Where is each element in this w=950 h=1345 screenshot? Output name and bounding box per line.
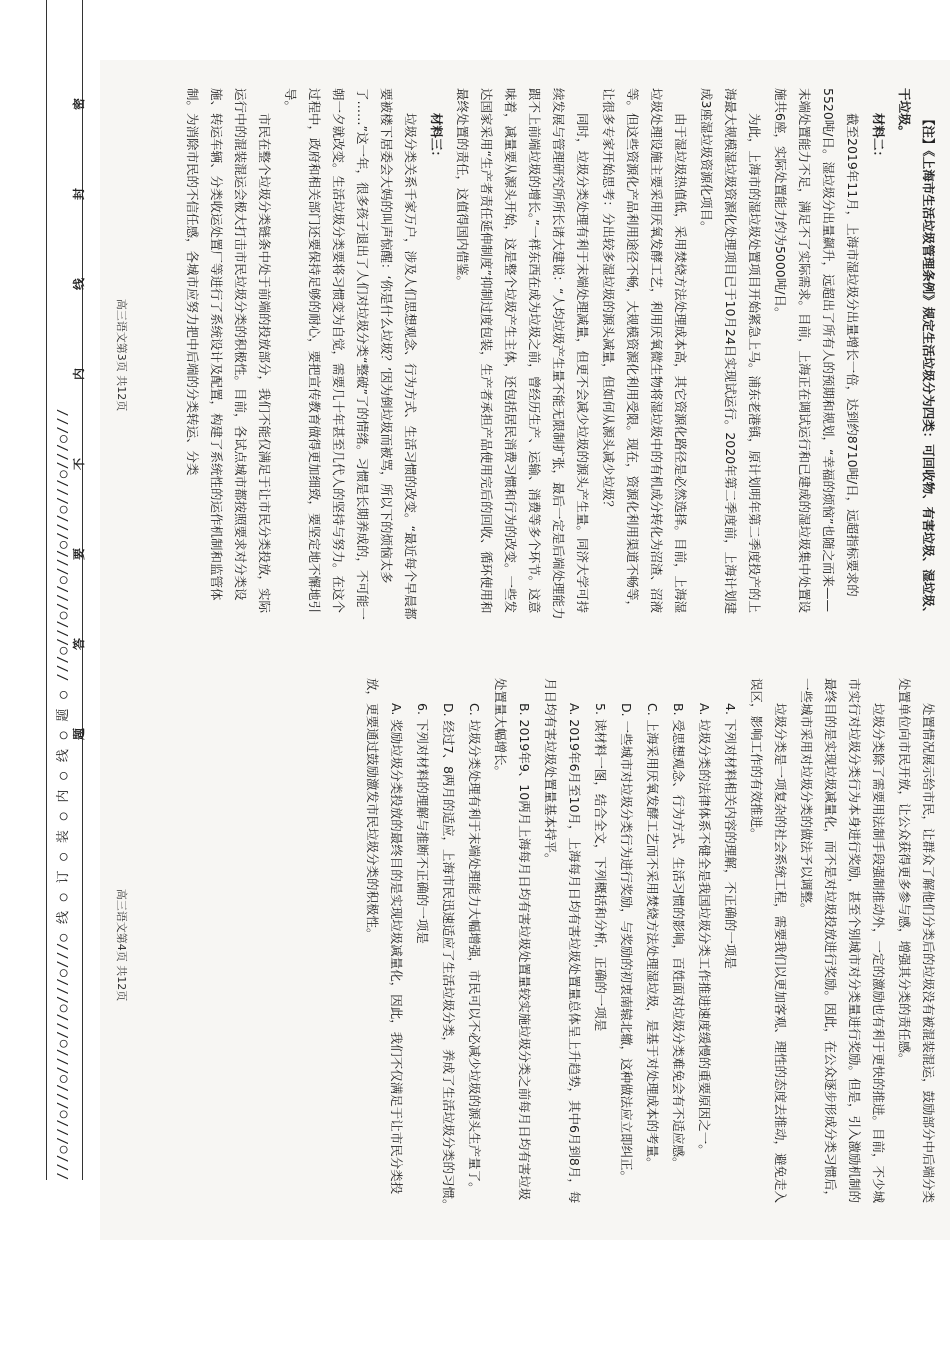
material-3-title: 材料三：: [429, 113, 444, 164]
page-4-column: [358, 678, 940, 1212]
material-3-continued-1: 处置情况展示给市民，让群众了解他们分类后的垃圾没有被混装混运，鼓励部分中后端分类处置单位向市民开放，让公众获得更多参与感，增强其分类的责任感。: [897, 678, 936, 1204]
material-3-paragraph-2: 市民在整个垃圾分类链条中处于前端的投放部分，我们不能仅满足于让市民分类投放，实际运行中的混装混运会极大打击市民垃圾分类的积极性。目前，各试点城市都按照要求对分类设施、转运车辆、分类收运处置厂等进行了系统设计及配置，构建了系统性的运作机制和监管体制。为消除市民的不信任感，各城市应努力把中后端的分类转运、分类: [185, 88, 272, 614]
binding-line-top: [46, 0, 47, 1180]
question-5-stem: 5. 读材料一图，结合全文，下列概括和分析，正确的一项是: [593, 703, 608, 1032]
page-3-footer: 高三语文第3页 共12页: [115, 298, 128, 412]
material-2-paragraph-2: 为此，上海市的湿垃圾处置项目开始紧急上马。浦东老港镇，原计划明年第二季度投产的上海最大规模湿垃圾资源化处理项目已于10月24日实现试运行。2020年第二季度前，上海计划建成3座湿垃圾资源化项目。: [699, 88, 762, 615]
question-4-stem: 4. 下列对材料相关内容的理解，不正确的一项是: [723, 703, 738, 969]
binding-label: 要: [72, 547, 86, 560]
binding-label: 内: [72, 367, 86, 380]
material-2-paragraph-4: 同时，垃圾分类处理有利于末端处理减量，但更不会减少垃圾的源头产生量。同济大学可持续发展与管理研究所所长诸大建说：“人均垃圾产生量不能无限制扩张，最后一定是后端处理能力跟不上前端垃圾的增长。”一样东西在成为垃圾之前，曾经历生产、运输、消费等多个环节。这意味着，减量要从源头开始，这是整个垃圾产生主体，还包括居民消费习惯和行为的改变。一些发达国家采用“生产者责任延伸制度”抑制过度包装，生产者承担产品使用完后的回收、循环使用和最终处置的责任，这值得国内借鉴。: [455, 88, 590, 620]
material-2-title: 材料二：: [871, 113, 886, 164]
binding-line-bottom: [82, 0, 83, 1180]
question-5-option-c: C. 垃圾分类处理有利于末端处理能力大幅增强，市民可以不必减少垃圾的源头生产量了。: [467, 703, 482, 1195]
question-5-option-a: A. 2019年6月至10月，上海每月日均有害垃圾处置量总体呈上升趋势，其中6月到8月，每月日均有害垃圾处置量基本持平。: [543, 678, 582, 1204]
binding-label: 答: [72, 637, 86, 650]
question-5-option-b: B. 2019年9、10两月上海每月日均有害垃圾处置量较实施垃圾分类之前每月日均有害垃圾处置量大幅增长。: [493, 678, 532, 1201]
binding-label: 密: [72, 97, 86, 110]
binding-label: 题: [72, 727, 86, 740]
binding-strip: [42, 0, 102, 1180]
binding-label: 不: [72, 457, 86, 470]
material-2-paragraph-1: 截至2019年11月，上海市湿垃圾分出量增长一倍，达到约8710吨/日，远超指标要求的5520吨/日。湿垃圾分出量飙升，远超出了所有人的预期和规划，“幸福的烦恼”也随之而来——末端处置能力不足，满足不了实际需求。目前，上海正在调试运行和已建成的湿垃圾集中处置设施共6座，实际处置能力约为5000吨/日。: [773, 88, 860, 614]
binding-label: 线: [72, 277, 86, 290]
regulation-note: 【注】《上海市生活垃圾管理条例》规定生活垃圾分为四类：可回收物、有害垃圾、湿垃圾、干垃圾。: [897, 88, 936, 620]
question-4-option-a: A. 垃圾分类的法律体系不健全是我国垃圾分类工作推进速度缓慢的重要原因之一。: [697, 703, 712, 1157]
rotated-page-content: [100, 60, 950, 1240]
question-4-option-d: D. 一些城市对垃圾分类行为进行奖励，与奖励的初衷南辕北辙，这种做法应立即纠正。: [619, 703, 634, 1184]
material-2-paragraph-3: 由于湿垃圾热值低，采用焚烧方法处理成本高，其它资源化路径是必然选择。目前，上海湿垃圾处理设施主要采用厌氧发酵工艺，利用厌氧微生物将湿垃圾中的有机成分转化为沼渣、沼液等。但这些资源化产品利用途径不畅，大规模资源化利用受限。现在，资源化利用渠道不畅等，让很多专家开始思考：分出较多湿垃圾的源头减量，但如何从源头减少垃圾？: [601, 88, 688, 614]
question-4-option-b: B. 受思想观念、行为方式、生活习惯的影响，百姓面对垃圾分类难免会有不适应感。: [671, 703, 686, 1170]
binding-marks: ///○///○///○///○///○///○///○ 线 ○ 订 ○ 装 ○ 内 ○ 线 ○ 题 ○ ///○///○///○///○///○///○///○///: [56, 407, 71, 1180]
exam-page-3: [100, 60, 950, 650]
question-5-option-d: D. 经过7、8两月的适应，上海市民迅速适应了生活垃圾分类，养成了生活垃圾分类的习惯。: [441, 703, 456, 1212]
page-3-column: [178, 88, 940, 622]
question-6-stem: 6. 下列对材料的理解与推断不正确的一项是: [415, 703, 430, 944]
material-3-continued-3: 垃圾分类是一项复杂的社会系统工程，需要我们以更加客观、理性的态度去推动，避免走入误区，影响工作的有效推进。: [749, 678, 788, 1204]
question-6-option-a: A. 奖励垃圾分类投放的最终目的是实现垃圾减量化，因此，我们不仅满足于让市民分类投放，更要通过鼓励激发市民垃圾分类的积极性。: [365, 678, 404, 1195]
question-4-option-c: C. 上海采用厌氧发酵工艺而不采用焚烧方法处理湿垃圾，是基于对处理成本的考量。: [645, 703, 660, 1170]
page-4-footer: 高三语文第4页 共12页: [115, 888, 128, 1002]
material-3-paragraph-1: 垃圾分类关系千家万户，涉及人们思想观念、行为方式、生活习惯的改变。“最近每个早晨都要被楼下居委会大妈的叫声惊醒：‘你是什么垃圾？’因为倒垃圾而被骂，所以下的烦恼太多了……”这一年，很多孩子退出了人们对垃圾分类“整破”了的情绪。习惯是长期养成的，不可能一朝一夕就改变。生活垃圾分类要将习惯变为自觉，需要几十年甚至几代人的坚持与努力。在这个过程中，政府和相关部门还要保持足够的耐心，要把宣传教育做得更加细致，要坚定地不懈地引导。: [283, 88, 418, 620]
material-3-continued-2: 垃圾分类除了需要用法制手段强制推动外，一定的激励也有利于更快的推进。目前，不少城市实行对垃圾分类行为本身进行奖励，甚至个别城市对分类量进行奖励。但是，引入激励机制的最终目的是实现垃圾减量化，而不是对垃圾投放进行奖励。因此，在公众逐步形成分类习惯后，一些城市采用对垃圾分类的做法予以调整。: [799, 678, 886, 1204]
exam-page-4: [100, 650, 950, 1240]
binding-label: 封: [72, 187, 86, 200]
